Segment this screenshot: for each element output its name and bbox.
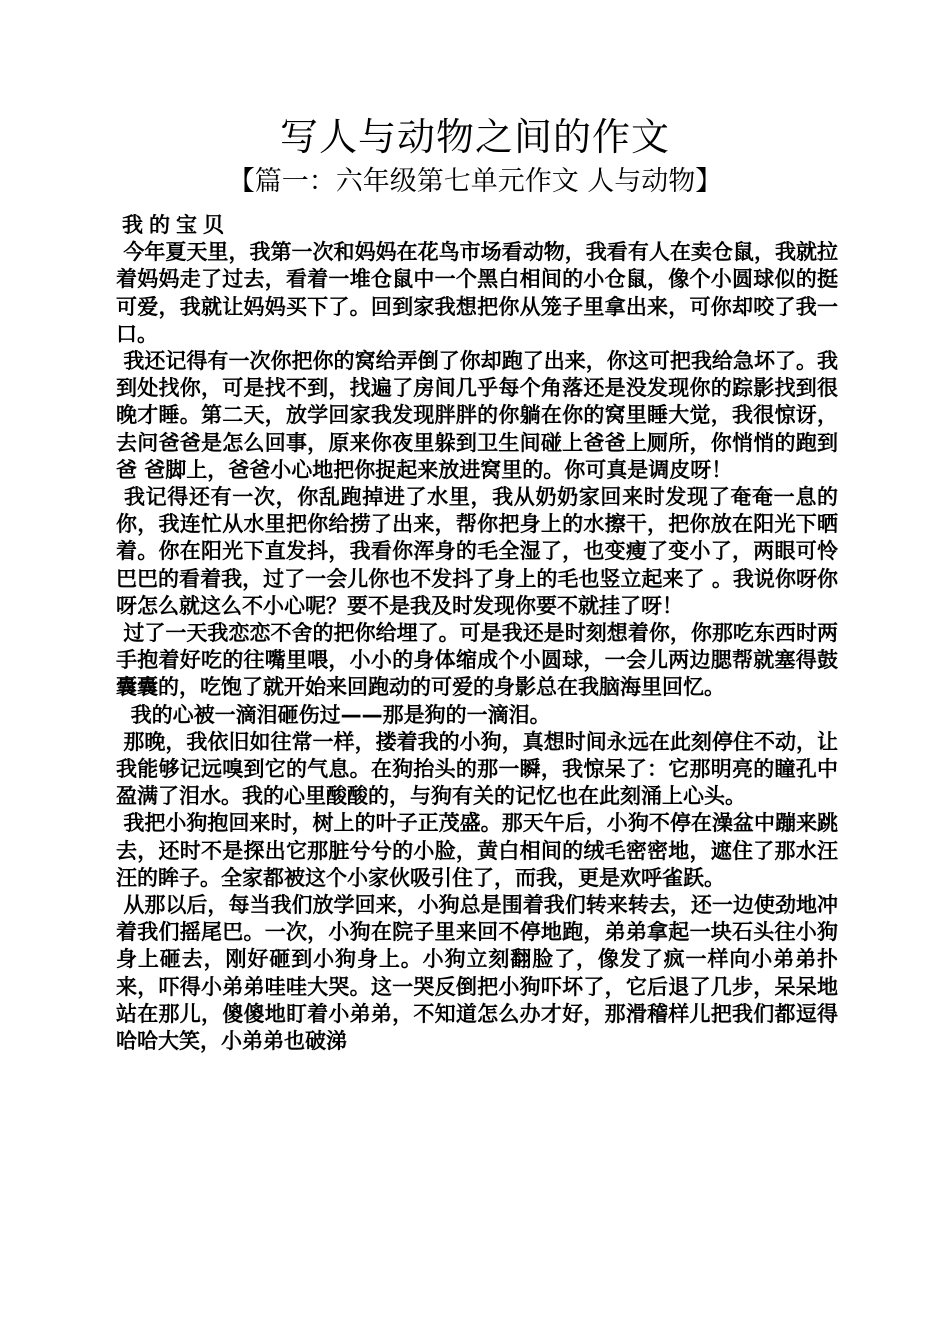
paragraph: 我还记得有一次你把你的窝给弄倒了你却跑了出来，你这可把我给急坏了。我到处找你，可是找不到，找遍了房间几乎每个角落还是没发现你的踪影找到很晚才睡。第二天，放学回家我发现胖胖的你躺在你的窝里睡大觉，我很惊讶，去问爸爸是怎么回事，原来你夜里躲到卫生间碰上爸爸上厕所，你悄悄的跑到爸 爸脚上，爸爸小心地把你捉起来放进窝里的。你可真是调皮呀！ xyxy=(116,349,839,482)
paragraph: 今年夏天里，我第一次和妈妈在花鸟市场看动物，我看有人在卖仓鼠，我就拉着妈妈走了过去，看着一堆仓鼠中一个黑白相间的小仓鼠，像个小圆球似的挺可爱，我就让妈妈买下了。回到家我想把你从笼子里拿出来，可你却咬了我一口。 xyxy=(116,240,839,346)
paragraph: 我的心被一滴泪砸伤过——那是狗的一滴泪。 xyxy=(116,702,551,727)
document-title: 写人与动物之间的作文 xyxy=(279,115,670,159)
document-subtitle: 【篇一：六年级第七单元作文 人与动物】 xyxy=(227,166,723,197)
paragraph: 从那以后，每当我们放学回来，小狗总是围着我们转来转去，还一边使劲地冲着我们摇尾巴。一次，小狗在院子里来回不停地跑，弟弟拿起一块石头往小狗身上砸去，刚好砸到小狗身上。小狗立刻翻脸了，像发了疯一样向小弟弟扑来，吓得小弟弟哇哇大哭。这一哭反倒把小狗吓坏了，它后退了几步，呆呆地站在那儿，傻傻地盯着小弟弟，不知道怎么办才好，那滑稽样儿把我们都逗得哈哈大笑，小弟弟也破涕 xyxy=(116,893,839,1054)
paragraph: 那晚，我依旧如往常一样，搂着我的小狗，真想时间永远在此刻停住不动，让我能够记远嗅到它的气息。在狗抬头的那一瞬，我惊呆了：它那明亮的瞳孔中盈满了泪水。我的心里酸酸的，与狗有关的记忆也在此刻涌上心头。 xyxy=(116,729,839,809)
paragraph: 我记得还有一次，你乱跑掉进了水里，我从奶奶家回来时发现了奄奄一息的你，我连忙从水里把你给捞了出来，帮你把身上的水擦干，把你放在阳光下晒着。你在阳光下直发抖，我看你浑身的毛全湿了，也变瘦了变小了，两眼可怜巴巴的看着我，过了一会儿你也不发抖了身上的毛也竖立起来了 。我说你呀你呀怎么就这么不小心呢？要不是我及时发现你要不就挂了呀！ xyxy=(116,485,838,618)
document-body xyxy=(116,212,838,1055)
essay-heading: 我的宝贝 xyxy=(122,213,230,237)
paragraph: 过了一天我恋恋不舍的把你给埋了。可是我还是时刻想着你，你那吃东西时两手抱着好吃的往嘴里喂，小小的身体缩成个小圆球，一会儿两边腮帮就塞得鼓囊囊的，吃饱了就开始来回跑动的可爱的身影总在我脑海里回忆。 xyxy=(116,621,839,700)
paragraph: 我把小狗抱回来时，树上的叶子正茂盛。那天午后，小狗不停在澡盆中蹦来跳去，还时不是探出它那脏兮兮的小脸，黄白相间的绒毛密密地，遮住了那水汪汪的眸子。全家都被这个小家伙吸引住了，而我，更是欢呼雀跃。 xyxy=(116,811,839,890)
